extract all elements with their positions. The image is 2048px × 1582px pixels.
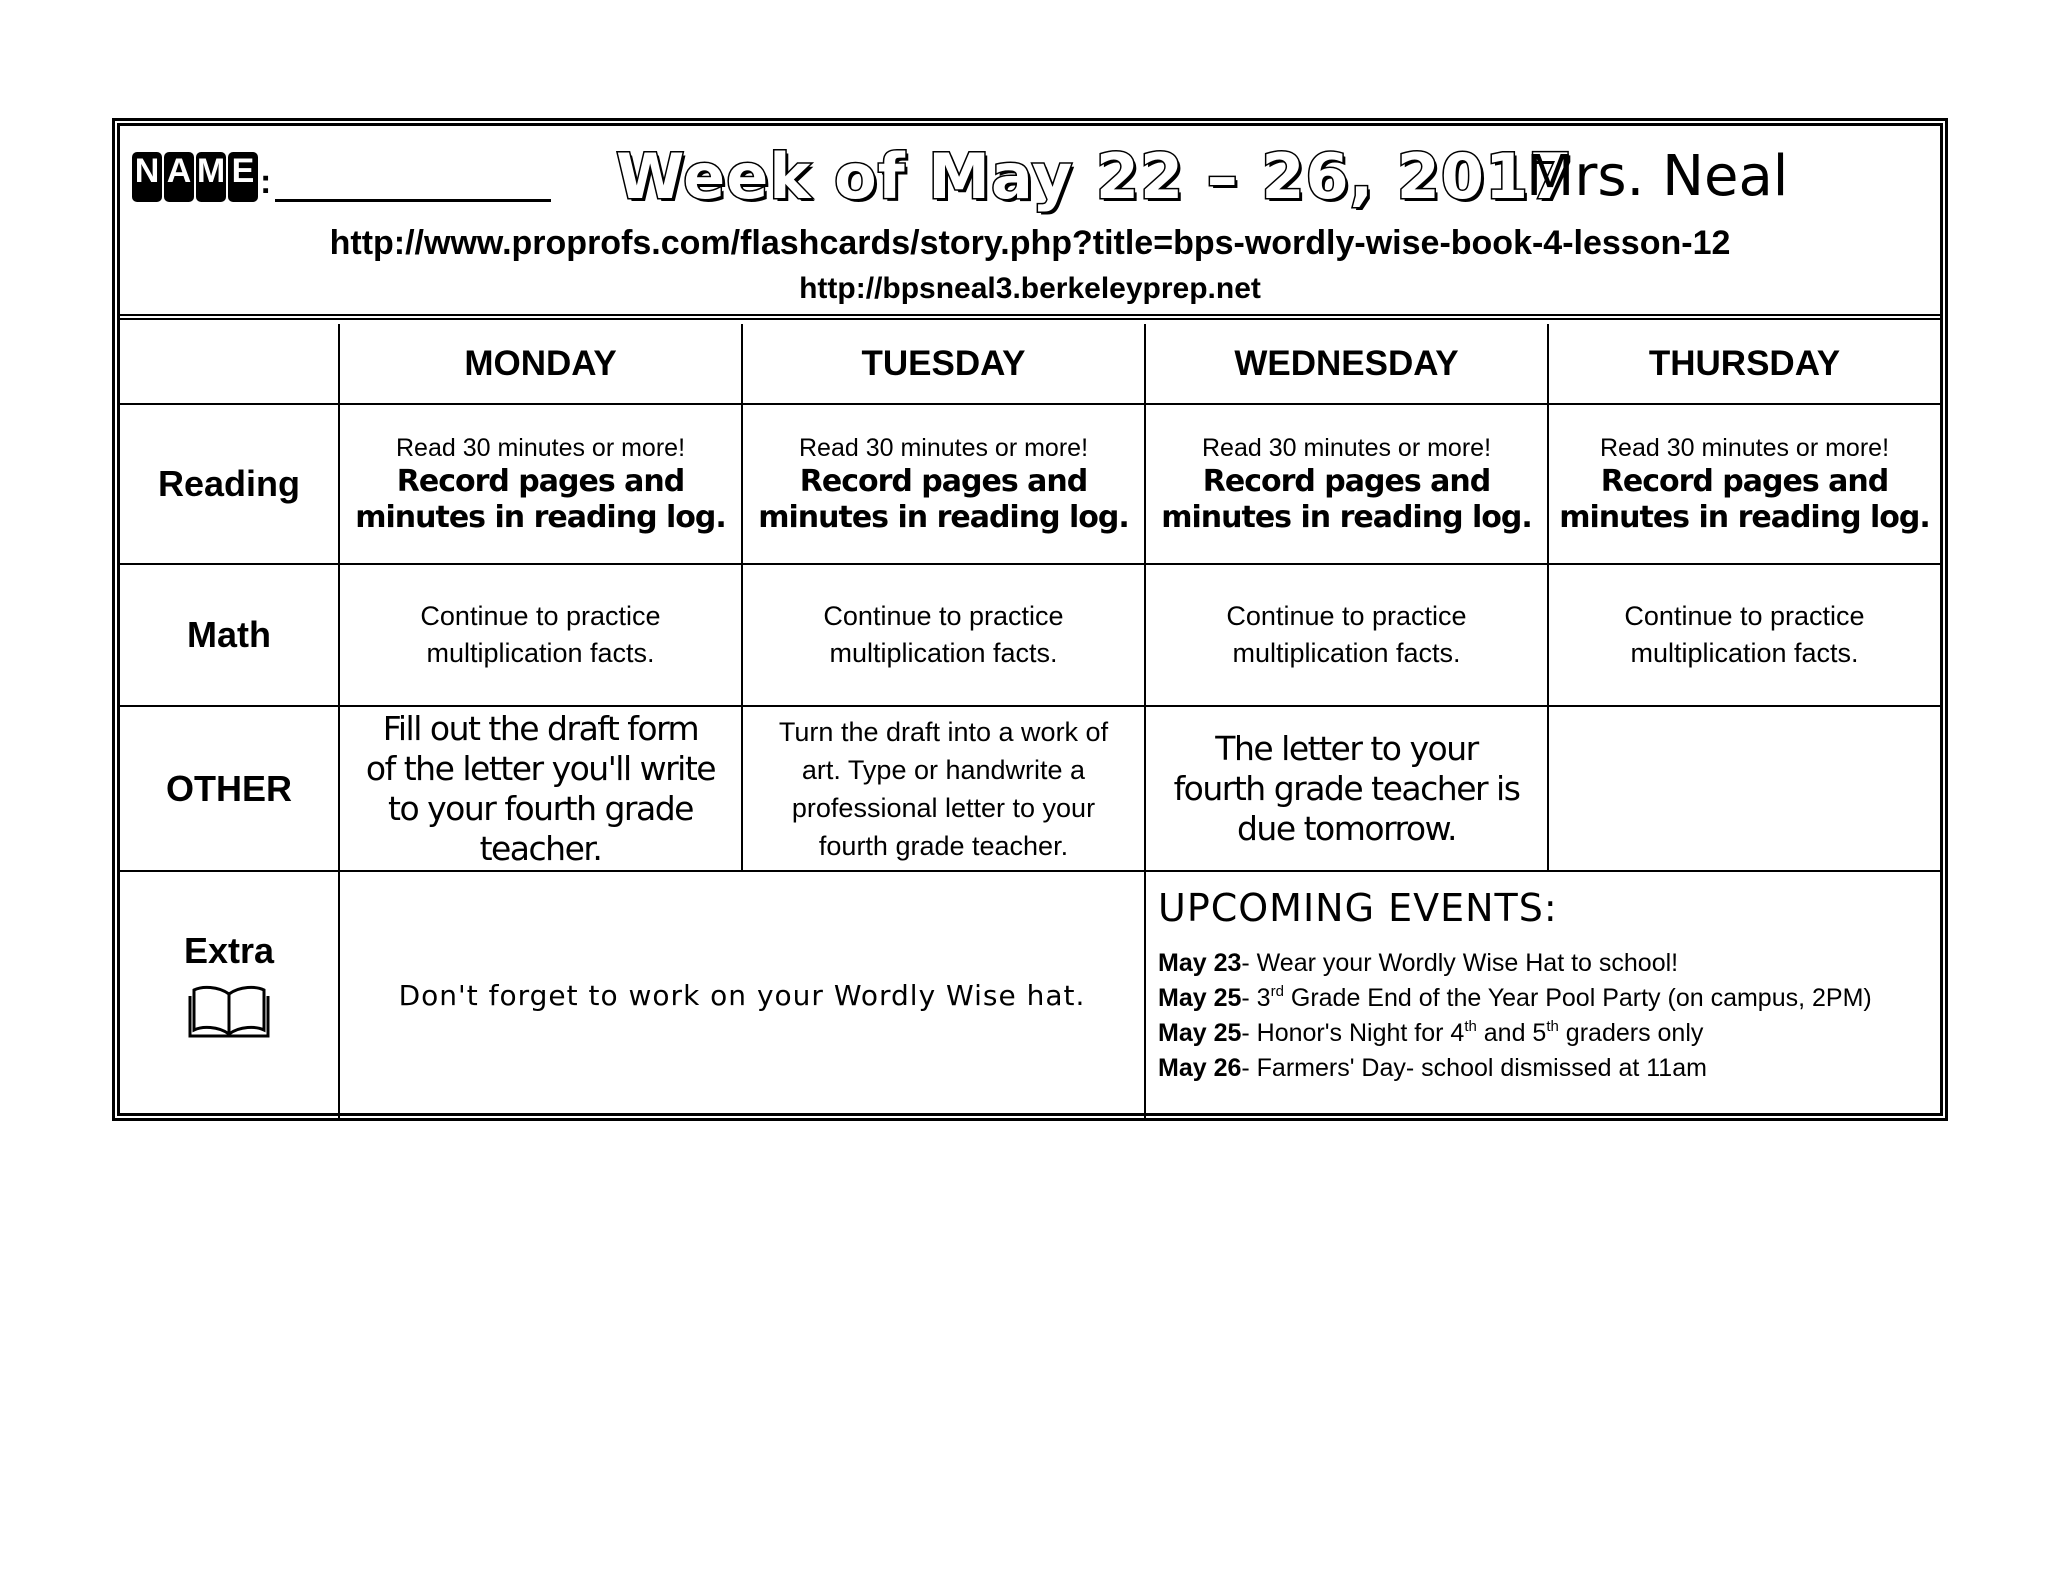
event-text: - 3 (1241, 984, 1271, 1012)
reading-cell-wednesday (1145, 404, 1548, 564)
other-cell-thursday (1548, 706, 1940, 871)
other-text: The letter to your (1215, 728, 1478, 768)
reading-log-note: minutes in reading log. (758, 500, 1129, 535)
name-colon: : (260, 163, 272, 201)
reading-log-note: Record pages and (1202, 464, 1491, 499)
math-text: multiplication facts. (829, 638, 1058, 668)
name-blank-line (275, 157, 551, 202)
event-date: May 25 (1158, 984, 1242, 1012)
reading-instruction: Read 30 minutes or more! (395, 434, 686, 462)
wordly-wise-reminder: Don't forget to work on your Wordly Wise hat. (398, 979, 1086, 1012)
name-letter: M (196, 152, 226, 202)
other-text: fourth grade teacher is (1173, 768, 1520, 808)
math-row (120, 564, 1940, 706)
math-text: multiplication facts. (1630, 638, 1859, 668)
event-item (1158, 981, 1928, 1016)
row-label-reading: Reading (120, 404, 339, 564)
math-text: multiplication facts. (1232, 638, 1461, 668)
reading-cell-thursday (1548, 404, 1940, 564)
math-text: Continue to practice (1624, 601, 1865, 631)
math-text: Continue to practice (1226, 601, 1467, 631)
homework-sheet (112, 118, 1948, 1121)
event-item (1158, 1051, 1928, 1086)
other-cell-wednesday (1145, 706, 1548, 871)
event-text: Grade End of the Year Pool Party (on campus, 2PM) (1283, 984, 1872, 1012)
other-row (120, 706, 1940, 871)
other-cell-tuesday (742, 706, 1145, 871)
row-label-math: Math (120, 564, 339, 706)
week-title: Week of May 22 – 26, 2017 (616, 140, 1574, 213)
name-label (132, 152, 258, 202)
reading-cell-tuesday (742, 404, 1145, 564)
reading-instruction: Read 30 minutes or more! (1599, 434, 1890, 462)
event-superscript: th (1464, 1018, 1477, 1035)
event-date: May 23 (1158, 949, 1242, 977)
row-label-other: OTHER (120, 706, 339, 871)
other-text: Fill out the draft form (382, 708, 699, 748)
day-header-tuesday: TUESDAY (742, 324, 1145, 404)
row-label-extra-cell (120, 871, 339, 1119)
event-item (1158, 1016, 1928, 1051)
name-field (132, 152, 551, 202)
teacher-name: Mrs. Neal (1526, 144, 1789, 209)
extra-reminder-cell (339, 871, 1145, 1119)
event-text: - Farmers' Day- school dismissed at 11am (1241, 1054, 1707, 1082)
day-header-thursday: THURSDAY (1548, 324, 1940, 404)
other-text: due tomorrow. (1236, 808, 1457, 848)
math-cell-monday (339, 564, 742, 706)
extra-row (120, 871, 1940, 1119)
math-cell-thursday (1548, 564, 1940, 706)
name-letter: N (132, 152, 162, 202)
math-text: multiplication facts. (426, 638, 655, 668)
homework-table (120, 324, 1940, 1119)
other-text: teacher. (479, 828, 602, 868)
reading-row (120, 404, 1940, 564)
upcoming-events-cell (1145, 871, 1940, 1119)
upcoming-events-title: UPCOMING EVENTS: (1158, 886, 1558, 930)
sheet-header (120, 126, 1940, 320)
math-cell-wednesday (1145, 564, 1548, 706)
class-website-url: http://bpsneal3.berkeleyprep.net (799, 272, 1261, 305)
other-text: to your fourth grade (388, 788, 693, 828)
name-letter: E (228, 152, 258, 202)
math-cell-tuesday (742, 564, 1145, 706)
other-text: of the letter you'll write (365, 748, 716, 788)
book-icon (188, 982, 270, 1038)
corner-cell (120, 324, 339, 404)
event-date: May 26 (1158, 1054, 1242, 1082)
flashcards-url: http://www.proprofs.com/flashcards/story.php?title=bps-wordly-wise-book-4-lesson-12 (329, 224, 1731, 262)
event-item (1158, 946, 1928, 981)
event-date: May 25 (1158, 1019, 1242, 1047)
reading-log-note: minutes in reading log. (1559, 500, 1930, 535)
day-header-row (120, 324, 1940, 404)
row-label-extra: Extra (183, 930, 275, 971)
reading-log-note: Record pages and (1600, 464, 1889, 499)
math-text: Continue to practice (420, 601, 661, 631)
event-superscript: rd (1270, 983, 1284, 1000)
other-text: Turn the draft into a work of (778, 716, 1109, 747)
reading-instruction: Read 30 minutes or more! (798, 434, 1089, 462)
reading-log-note: minutes in reading log. (355, 500, 726, 535)
name-letter: A (164, 152, 194, 202)
day-header-monday: MONDAY (339, 324, 742, 404)
reading-cell-monday (339, 404, 742, 564)
other-text: art. Type or handwrite a (801, 754, 1086, 785)
reading-log-note: Record pages and (396, 464, 685, 499)
event-superscript: th (1546, 1018, 1559, 1035)
reading-log-note: minutes in reading log. (1161, 500, 1532, 535)
reading-log-note: Record pages and (799, 464, 1088, 499)
day-header-wednesday: WEDNESDAY (1145, 324, 1548, 404)
other-text: fourth grade teacher. (818, 830, 1069, 861)
other-cell-monday (339, 706, 742, 871)
event-text: - Wear your Wordly Wise Hat to school! (1241, 949, 1679, 977)
math-text: Continue to practice (823, 601, 1064, 631)
other-text: professional letter to your (791, 792, 1096, 823)
event-text: and 5 (1476, 1019, 1547, 1047)
reading-instruction: Read 30 minutes or more! (1201, 434, 1492, 462)
event-text: graders only (1558, 1019, 1704, 1047)
event-text: - Honor's Night for 4 (1241, 1019, 1465, 1047)
